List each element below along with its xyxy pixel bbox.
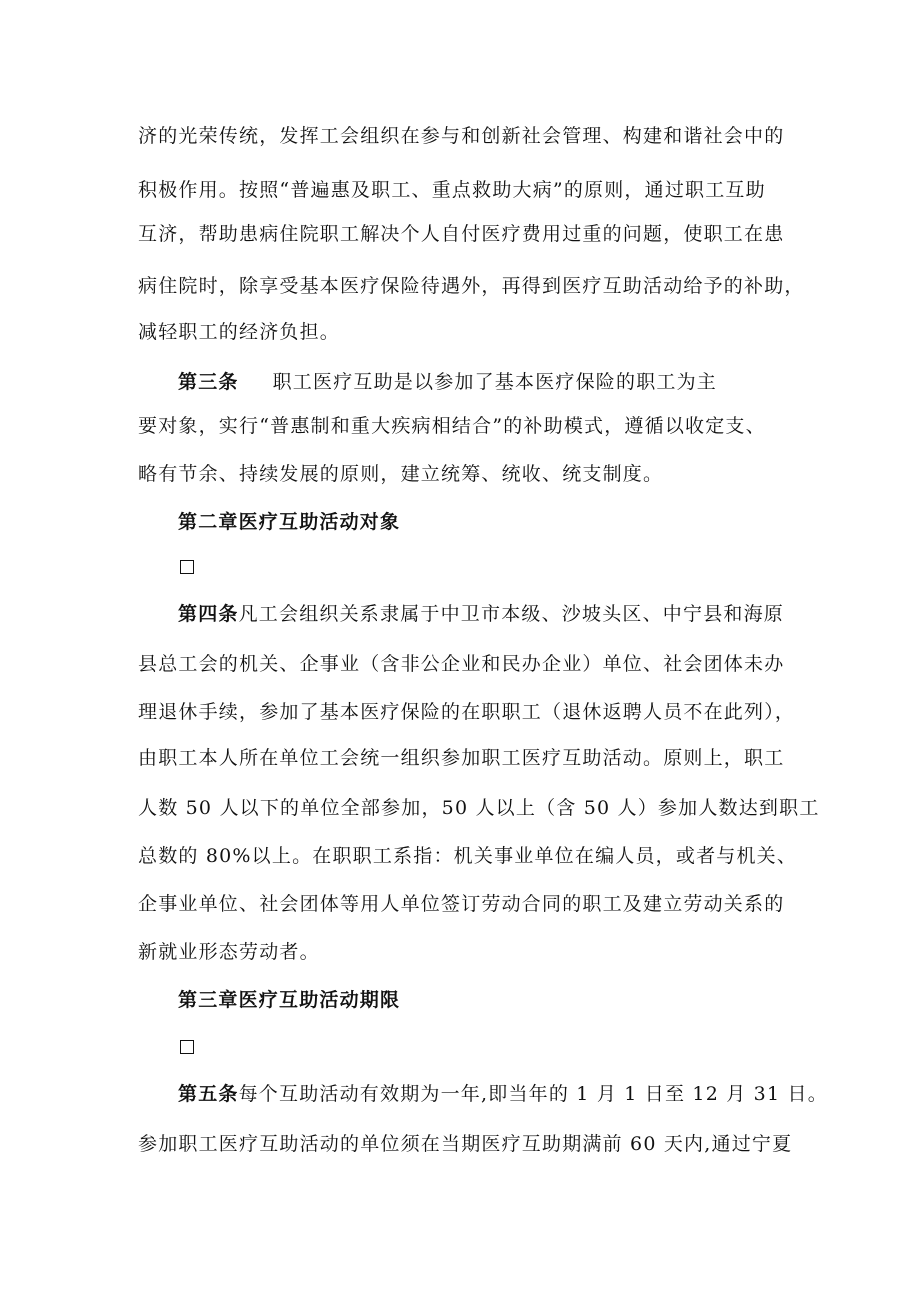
chapter-2-heading: 第二章医疗互助活动对象 [178, 511, 401, 533]
paragraph-line: 参加职工医疗互助活动的单位须在当期医疗互助期满前 60 天内,通过宁夏 [138, 1133, 793, 1155]
paragraph-line: 互济，帮助患病住院职工解决个人自付医疗费用过重的问题，使职工在患 [138, 223, 785, 245]
paragraph-line: 总数的 80%以上。在职职工系指：机关事业单位在编人员，或者与机关、 [138, 845, 798, 867]
paragraph-line: 企事业单位、社会团体等用人单位签订劳动合同的职工及建立劳动关系的 [138, 893, 785, 915]
paragraph-line: 略有节余、持续发展的原则，建立统筹、统收、统支制度。 [138, 463, 664, 485]
article-4-first-line [178, 602, 784, 626]
article-4-label: 第四条 [178, 603, 239, 625]
article-4-text: 凡工会组织关系隶属于中卫市本级、沙坡头区、中宁县和海原 [238, 603, 785, 625]
paragraph-line: 济的光荣传统，发挥工会组织在参与和创新社会管理、构建和谐社会中的 [138, 125, 785, 147]
checkbox-placeholder [180, 1040, 194, 1054]
checkbox-placeholder [180, 560, 194, 574]
article-3-first-line [178, 370, 717, 394]
article-3-text: 职工医疗互助是以参加了基本医疗保险的职工为主 [272, 371, 718, 393]
paragraph-line: 积极作用。按照“普遍惠及职工、重点救助大病”的原则，通过职工互助 [138, 179, 766, 201]
article-3-label: 第三条 [178, 371, 239, 393]
paragraph-line: 新就业形态劳动者。 [138, 941, 320, 963]
paragraph-line: 县总工会的机关、企事业（含非公企业和民办企业）单位、社会团体未办 [138, 653, 785, 675]
chapter-3-heading: 第三章医疗互助活动期限 [178, 989, 401, 1011]
paragraph-line: 要对象，实行“普惠制和重大疾病相结合”的补助模式，遵循以收定支、 [138, 415, 766, 437]
article-5-first-line [178, 1082, 828, 1106]
paragraph-line: 减轻职工的经济负担。 [138, 321, 341, 343]
paragraph-line: 理退休手续，参加了基本医疗保险的在职职工（退休返聘人员不在此列）， [138, 701, 796, 723]
article-5-label: 第五条 [178, 1083, 239, 1105]
article-5-text: 每个互助活动有效期为一年,即当年的 1 月 1 日至 12 月 31 日。 [238, 1083, 828, 1105]
paragraph-line: 病住院时，除享受基本医疗保险待遇外，再得到医疗互助活动给予的补助， [138, 275, 805, 297]
paragraph-line: 人数 50 人以下的单位全部参加，50 人以上（含 50 人）参加人数达到职工 [138, 797, 820, 819]
paragraph-line: 由职工本人所在单位工会统一组织参加职工医疗互助活动。原则上，职工 [138, 747, 785, 769]
